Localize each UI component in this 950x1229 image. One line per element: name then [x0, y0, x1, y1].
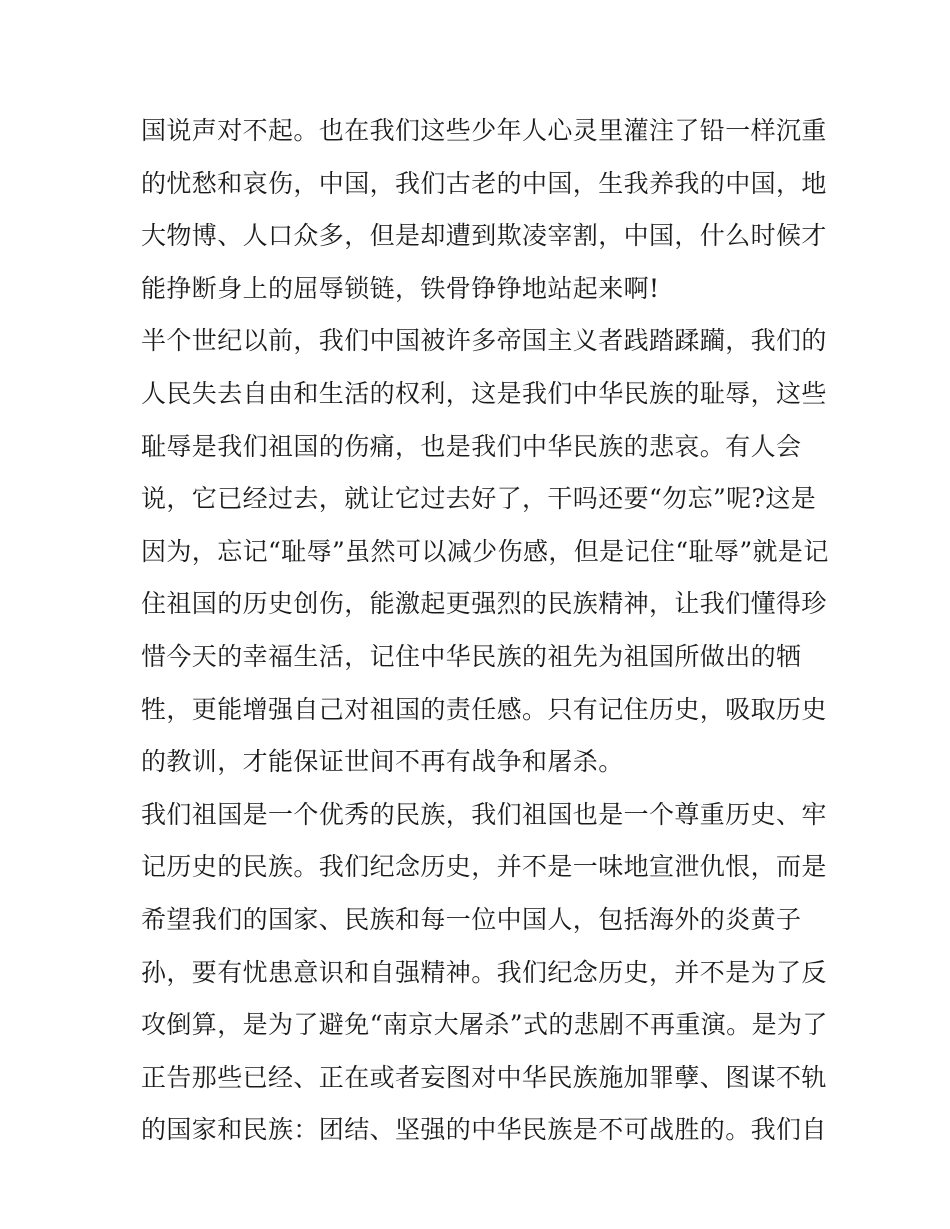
text-line: 半个世纪以前，我们中国被许多帝国主义者践踏蹂躏，我们的 [141, 326, 827, 356]
text-line: 的国家和民族：团结、坚强的中华民族是不可战胜的。我们自 [141, 1115, 827, 1145]
text-line: 大物博、人口众多，但是却遭到欺凌宰割，中国，什么时候才 [141, 221, 827, 251]
text-line: 说，它已经过去，就让它过去好了，干吗还要“勿忘”呢?这是 [141, 484, 817, 514]
text-line: 正告那些已经、正在或者妄图对中华民族施加罪孽、图谋不轨 [141, 1062, 827, 1092]
text-line: 的教训，才能保证世间不再有战争和屠杀。 [141, 747, 624, 777]
text-line: 攻倒算，是为了避免“南京大屠杀”式的悲剧不再重演。是为了 [141, 1010, 828, 1040]
text-line: 能挣断身上的屈辱锁链，铁骨铮铮地站起来啊! [141, 273, 660, 303]
body-text [141, 105, 829, 1157]
text-line: 耻辱是我们祖国的伤痛，也是我们中华民族的悲哀。有人会 [141, 431, 802, 461]
text-line: 国说声对不起。也在我们这些少年人心灵里灌注了铅一样沉重 [141, 116, 827, 145]
text-line: 惜今天的幸福生活，记住中华民族的祖先为祖国所做出的牺 [141, 641, 802, 671]
text-line: 因为，忘记“耻辱”虽然可以减少伤感，但是记住“耻辱”就是记 [141, 536, 829, 566]
text-line: 牲，更能增强自己对祖国的责任感。只有记住历史，吸取历史 [141, 694, 827, 724]
text-line: 孙，要有忧患意识和自强精神。我们纪念历史，并不是为了反 [141, 957, 827, 987]
text-line: 住祖国的历史创伤，能激起更强烈的民族精神，让我们懂得珍 [141, 589, 827, 619]
text-line: 记历史的民族。我们纪念历史，并不是一味地宣泄仇恨，而是 [141, 852, 827, 882]
text-line: 希望我们的国家、民族和每一位中国人，包括海外的炎黄子 [141, 904, 802, 934]
text-line: 人民失去自由和生活的权利，这是我们中华民族的耻辱，这些 [141, 378, 827, 408]
text-line: 我们祖国是一个优秀的民族，我们祖国也是一个尊重历史、牢 [141, 799, 827, 829]
text-line: 的忧愁和哀伤，中国，我们古老的中国，生我养我的中国，地 [141, 168, 827, 198]
